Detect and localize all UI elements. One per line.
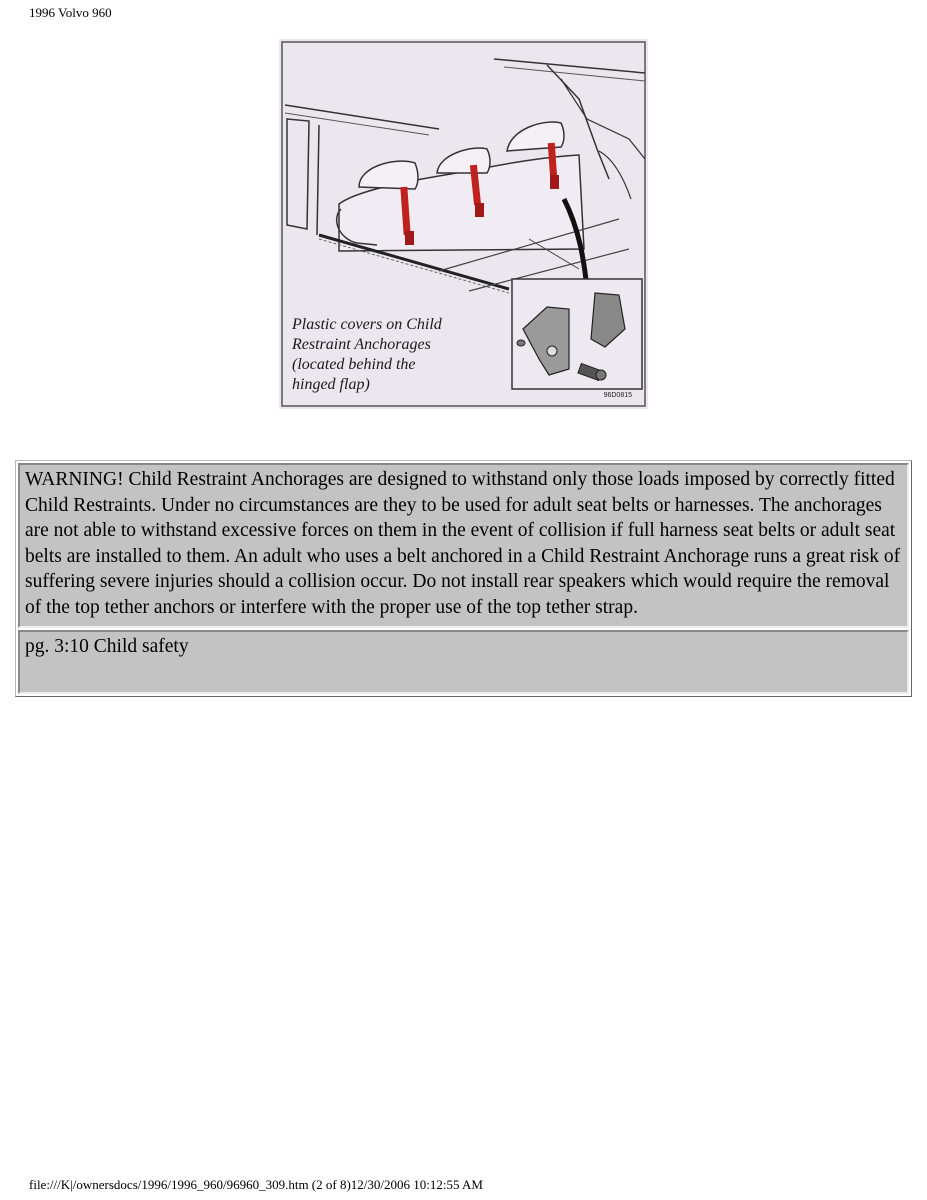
- figure-caption: Plastic covers on Child Restraint Anchorages (located behind the hinged flap): [292, 316, 442, 393]
- warning-text: WARNING! Child Restraint Anchorages are designed to withstand only those loads imposed by correctly fitted Child Restraints. Under no circumstances are they to be used for adult seat belts or harnesses. The anchorages are not able to withstand excessive forces on them in the event of collision if full harness seat belts or adult seat belts are installed to them. An adult who uses a belt anchored in a Child Restraint Anchorage runs a great risk of suffering severe injuries should a collision occur. Do not install rear speakers which would require the removal of the top tether anchors or interfere with the proper use of the top tether strap.: [25, 469, 901, 618]
- figure-code: 96D0815: [603, 392, 632, 399]
- file-path-footer: file:///K|/ownersdocs/1996/1996_960/96960_309.htm (2 of 8)12/30/2006 10:12:55 AM: [29, 1177, 483, 1192]
- page-reference: pg. 3:10 Child safety: [25, 636, 189, 657]
- content-table: [15, 460, 912, 697]
- page-reference-cell: [18, 630, 909, 694]
- anchorage-illustration: [279, 39, 648, 409]
- document-header: 1996 Volvo 960: [29, 5, 112, 20]
- warning-cell: [18, 463, 909, 628]
